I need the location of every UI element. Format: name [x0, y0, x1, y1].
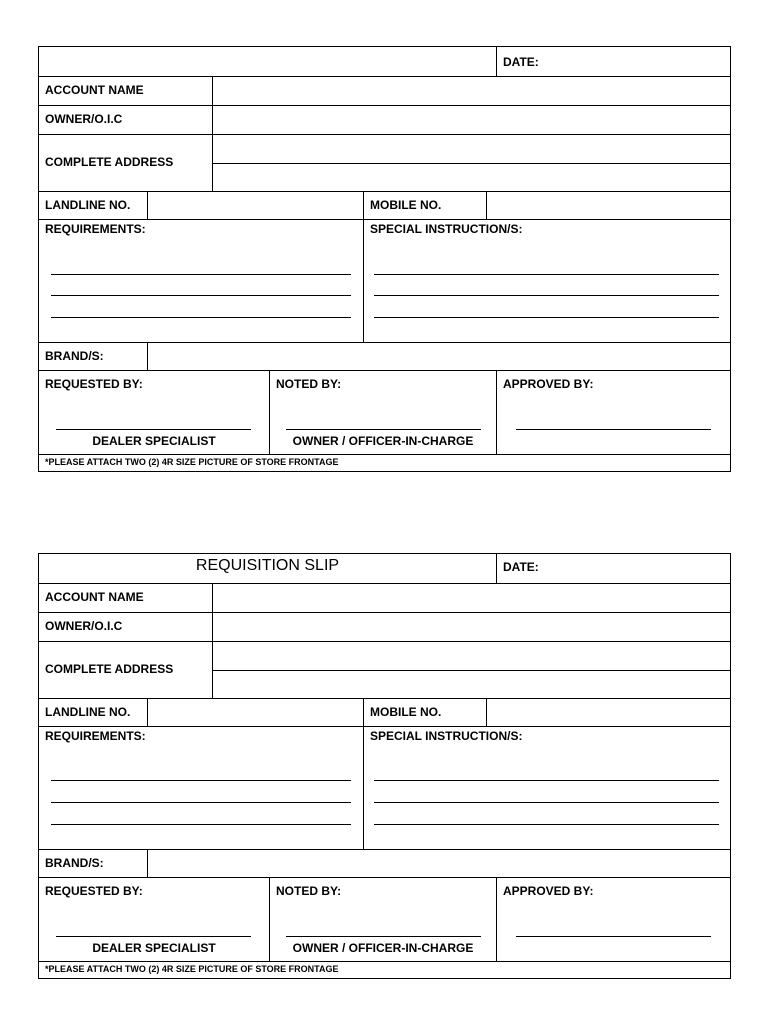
- owner-label-cell: [39, 106, 212, 134]
- requested-by-cell: [39, 371, 269, 454]
- address-row: [39, 135, 730, 192]
- account-name-row: [39, 77, 730, 106]
- date-label: DATE:: [503, 560, 539, 574]
- mobile-field[interactable]: [486, 699, 730, 726]
- mobile-label: MOBILE NO.: [370, 198, 442, 212]
- footnote-row: [39, 962, 730, 978]
- noted-by-signature-line[interactable]: [286, 429, 481, 430]
- owner-row: [39, 613, 730, 642]
- address-field[interactable]: [212, 135, 730, 191]
- address-field[interactable]: [212, 642, 730, 698]
- landline-label-cell: [39, 192, 147, 219]
- account-name-field[interactable]: [212, 584, 730, 612]
- requirements-label: REQUIREMENTS:: [45, 729, 146, 743]
- footnote-row: [39, 455, 730, 471]
- special-instructions-line-1[interactable]: [374, 274, 719, 275]
- mobile-label: MOBILE NO.: [370, 705, 442, 719]
- noted-by-title: OWNER / OFFICER-IN-CHARGE: [292, 434, 474, 448]
- owner-field[interactable]: [212, 613, 730, 641]
- brands-row: [39, 343, 730, 371]
- requirements-line-2[interactable]: [51, 295, 351, 296]
- requirements-cell: [39, 727, 363, 849]
- title-cell: [39, 47, 496, 76]
- requested-by-cell: [39, 878, 269, 961]
- mobile-label-cell: [363, 699, 486, 726]
- requested-by-title: DEALER SPECIALIST: [92, 434, 216, 448]
- brands-label-cell: [39, 850, 147, 877]
- approved-by-cell: [496, 371, 730, 454]
- special-instructions-line-3[interactable]: [374, 824, 719, 825]
- requested-by-signature-line[interactable]: [56, 429, 251, 430]
- landline-label: LANDLINE NO.: [45, 705, 131, 719]
- noted-by-label: NOTED BY:: [276, 884, 342, 898]
- account-name-field[interactable]: [212, 77, 730, 105]
- noted-by-signature-line[interactable]: [286, 936, 481, 937]
- special-instructions-line-2[interactable]: [374, 802, 719, 803]
- address-label-cell: [39, 135, 212, 191]
- approved-by-cell: [496, 878, 730, 961]
- header-row: [39, 47, 730, 77]
- requirements-line-1[interactable]: [51, 274, 351, 275]
- account-name-label: ACCOUNT NAME: [45, 590, 144, 604]
- special-instructions-label: SPECIAL INSTRUCTION/S:: [370, 729, 523, 743]
- requested-by-label: REQUESTED BY:: [45, 884, 143, 898]
- noted-by-cell: [269, 371, 496, 454]
- requirements-row: [39, 220, 730, 343]
- noted-by-title: OWNER / OFFICER-IN-CHARGE: [292, 941, 474, 955]
- requirements-line-3[interactable]: [51, 317, 351, 318]
- account-name-label-cell: [39, 584, 212, 612]
- requirements-row: [39, 727, 730, 850]
- mobile-label-cell: [363, 192, 486, 219]
- brands-label-cell: [39, 343, 147, 370]
- signature-row: [39, 878, 730, 962]
- special-instructions-line-2[interactable]: [374, 295, 719, 296]
- address-label: COMPLETE ADDRESS: [45, 155, 174, 169]
- owner-row: [39, 106, 730, 135]
- special-instructions-line-3[interactable]: [374, 317, 719, 318]
- owner-label: OWNER/O.I.C: [45, 619, 123, 633]
- brands-row: [39, 850, 730, 878]
- signature-row: [39, 371, 730, 455]
- noted-by-cell: [269, 878, 496, 961]
- owner-label: OWNER/O.I.C: [45, 112, 123, 126]
- special-instructions-cell: [363, 220, 730, 342]
- special-instructions-line-1[interactable]: [374, 780, 719, 781]
- account-name-row: [39, 584, 730, 613]
- approved-by-signature-line[interactable]: [516, 936, 711, 937]
- landline-label: LANDLINE NO.: [45, 198, 131, 212]
- requirements-line-1[interactable]: [51, 780, 351, 781]
- address-divider: [213, 163, 730, 164]
- header-row: [39, 554, 730, 584]
- approved-by-signature-line[interactable]: [516, 429, 711, 430]
- requested-by-title: DEALER SPECIALIST: [92, 941, 216, 955]
- address-label: COMPLETE ADDRESS: [45, 662, 174, 676]
- brands-field[interactable]: [147, 343, 730, 370]
- owner-label-cell: [39, 613, 212, 641]
- landline-field[interactable]: [147, 699, 363, 726]
- date-cell[interactable]: [496, 47, 730, 76]
- footnote: *PLEASE ATTACH TWO (2) 4R SIZE PICTURE OF STORE FRONTAGE: [45, 964, 339, 974]
- approved-by-label: APPROVED BY:: [503, 884, 594, 898]
- requested-by-label: REQUESTED BY:: [45, 377, 143, 391]
- requirements-cell: [39, 220, 363, 342]
- special-instructions-label: SPECIAL INSTRUCTION/S:: [370, 222, 523, 236]
- landline-field[interactable]: [147, 192, 363, 219]
- mobile-field[interactable]: [486, 192, 730, 219]
- phone-row: [39, 699, 730, 727]
- account-name-label: ACCOUNT NAME: [45, 83, 144, 97]
- footnote: *PLEASE ATTACH TWO (2) 4R SIZE PICTURE OF STORE FRONTAGE: [45, 457, 339, 467]
- account-name-label-cell: [39, 77, 212, 105]
- owner-field[interactable]: [212, 106, 730, 134]
- date-label: DATE:: [503, 55, 539, 69]
- landline-label-cell: [39, 699, 147, 726]
- brands-field[interactable]: [147, 850, 730, 877]
- special-instructions-cell: [363, 727, 730, 849]
- phone-row: [39, 192, 730, 220]
- brands-label: BRAND/S:: [45, 349, 104, 363]
- requirements-line-3[interactable]: [51, 824, 351, 825]
- title-cell: [39, 554, 496, 583]
- requested-by-signature-line[interactable]: [56, 936, 251, 937]
- address-row: [39, 642, 730, 699]
- form-title: REQUISITION SLIP: [195, 557, 340, 574]
- requisition-form-1: [38, 46, 731, 472]
- brands-label: BRAND/S:: [45, 856, 104, 870]
- requirements-label: REQUIREMENTS:: [45, 222, 146, 236]
- requisition-form-2: [38, 553, 731, 979]
- requirements-line-2[interactable]: [51, 802, 351, 803]
- address-label-cell: [39, 642, 212, 698]
- date-cell[interactable]: [496, 554, 730, 583]
- address-divider: [213, 670, 730, 671]
- noted-by-label: NOTED BY:: [276, 377, 342, 391]
- approved-by-label: APPROVED BY:: [503, 377, 594, 391]
